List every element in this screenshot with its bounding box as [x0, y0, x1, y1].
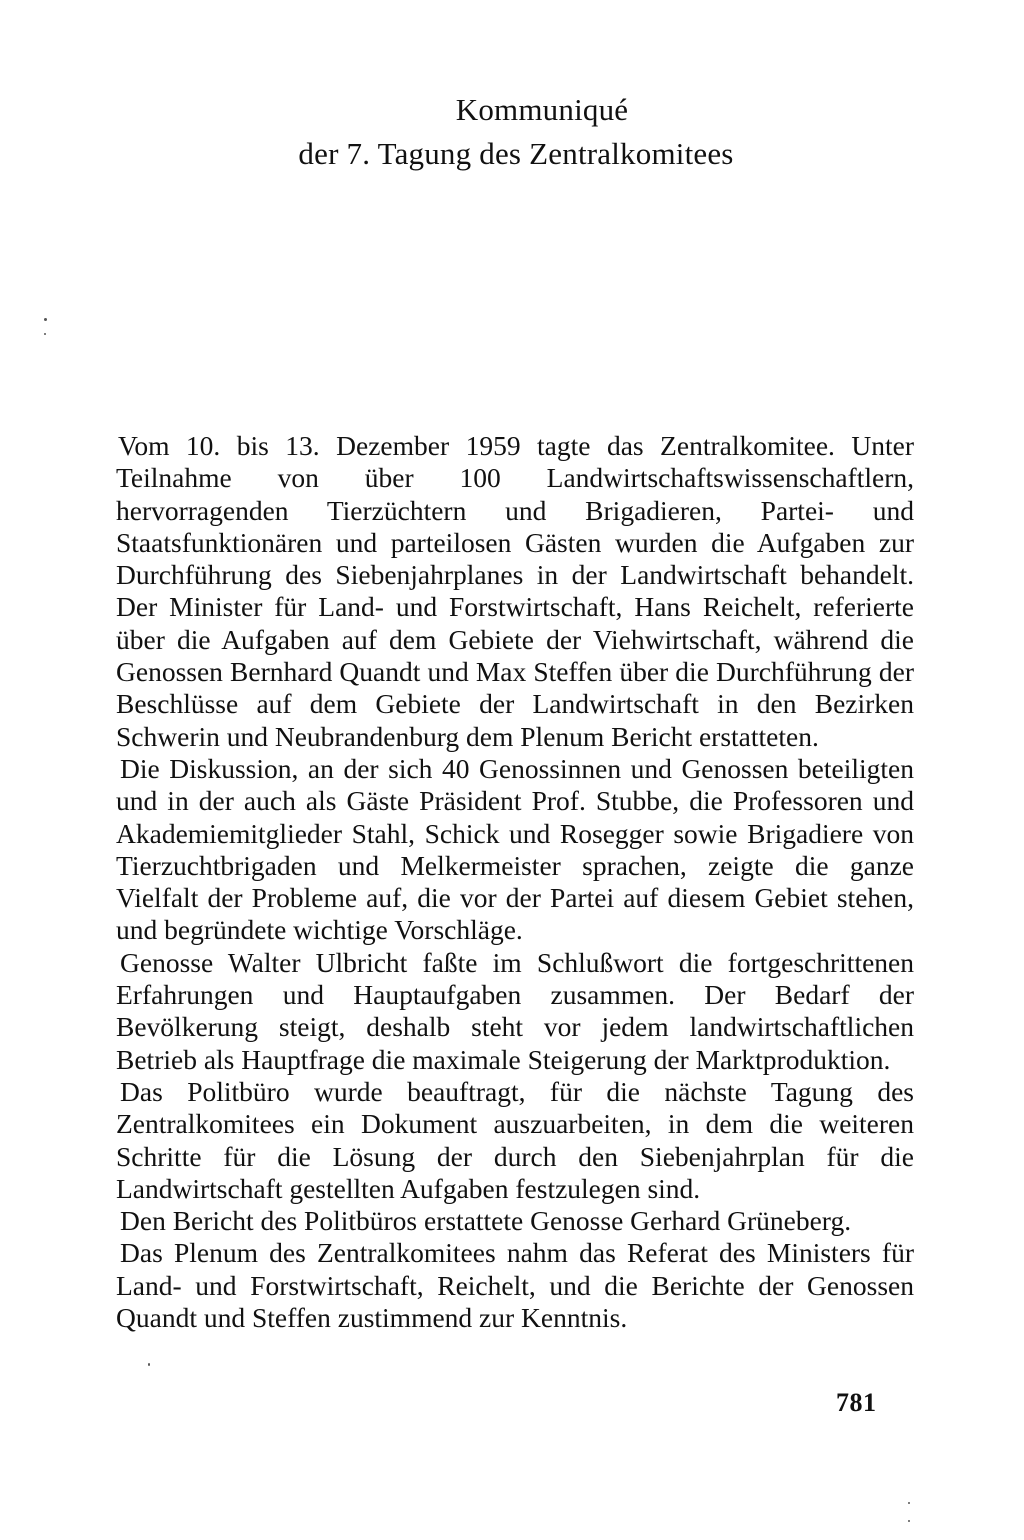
page-number: 781 [836, 1388, 877, 1417]
scan-speck [44, 333, 46, 335]
paragraph-3: Genosse Walter Ulbricht faßte im Schlußwort die fortgeschrittenen Erfahrungen und Hauptaufgaben zusammen. Der Bedarf der Bevölkerung steigt, deshalb steht vor jedem landwirtschaftlichen Betrieb als Hauptfrage die maximale Steigerung der Marktproduktion. [116, 946, 914, 1075]
title-line-2: der 7. Tagung des Zentralkomitees [298, 136, 734, 171]
document-body [116, 430, 914, 1334]
document-title [0, 88, 1024, 176]
paragraph-4: Das Politbüro wurde beauftragt, für die nächste Tagung des Zentralkomitees ein Dokument auszuarbeiten, in dem die weiteren Schritte für die Lösung der durch den Siebenjahrplan für die Landwirtschaft gestellten Aufgaben festzulegen sind. [116, 1075, 914, 1204]
paragraph-5: Den Bericht des Politbüros erstattete Genosse Gerhard Grüneberg. [120, 1205, 852, 1237]
scan-speck [148, 1363, 150, 1366]
paragraph-1: Vom 10. bis 13. Dezember 1959 tagte das Zentralkomitee. Unter Teilnahme von über 100 Landwirtschaftswissenschaftlern, hervorragenden Tierzüchtern und Brigadieren, Partei- und Staatsfunktionären und parteilosen Gästen wurden die Aufgaben zur Durchführung des Siebenjahrplanes in der Landwirtschaft behandelt. Der Minister für Land- und Forstwirtschaft, Hans Reichelt, referierte über die Aufgaben auf dem Gebiete der Viehwirtschaft, während die Genossen Bernhard Quandt und Max Steffen über die Durchführung der Beschlüsse auf dem Gebiete der Landwirtschaft in den Bezirken Schwerin und Neubrandenburg dem Plenum Bericht erstatteten. [116, 430, 914, 752]
scan-speck [908, 1502, 910, 1504]
paragraph-2: Die Diskussion, an der sich 40 Genossinnen und Genossen beteiligten und in der auch als Gäste Präsident Prof. Stubbe, die Professoren und Akademiemitglieder Stahl, Schick und Rosegger sowie Brigadiere von Tierzuchtbrigaden und Melkermeister sprachen, zeigte die ganze Vielfalt der Probleme auf, die vor der Partei auf diesem Gebiet stehen, und begründete wichtige Vorschläge. [116, 752, 914, 946]
title-line-1: Kommuniqué [455, 92, 629, 127]
scan-speck [908, 1520, 910, 1522]
scan-speck [44, 318, 47, 321]
paragraph-6: Das Plenum des Zentralkomitees nahm das Referat des Ministers für Land- und Forstwirtschaft, Reichelt, und die Berichte der Genossen Quandt und Steffen zustimmend zur Kenntnis. [116, 1237, 914, 1334]
